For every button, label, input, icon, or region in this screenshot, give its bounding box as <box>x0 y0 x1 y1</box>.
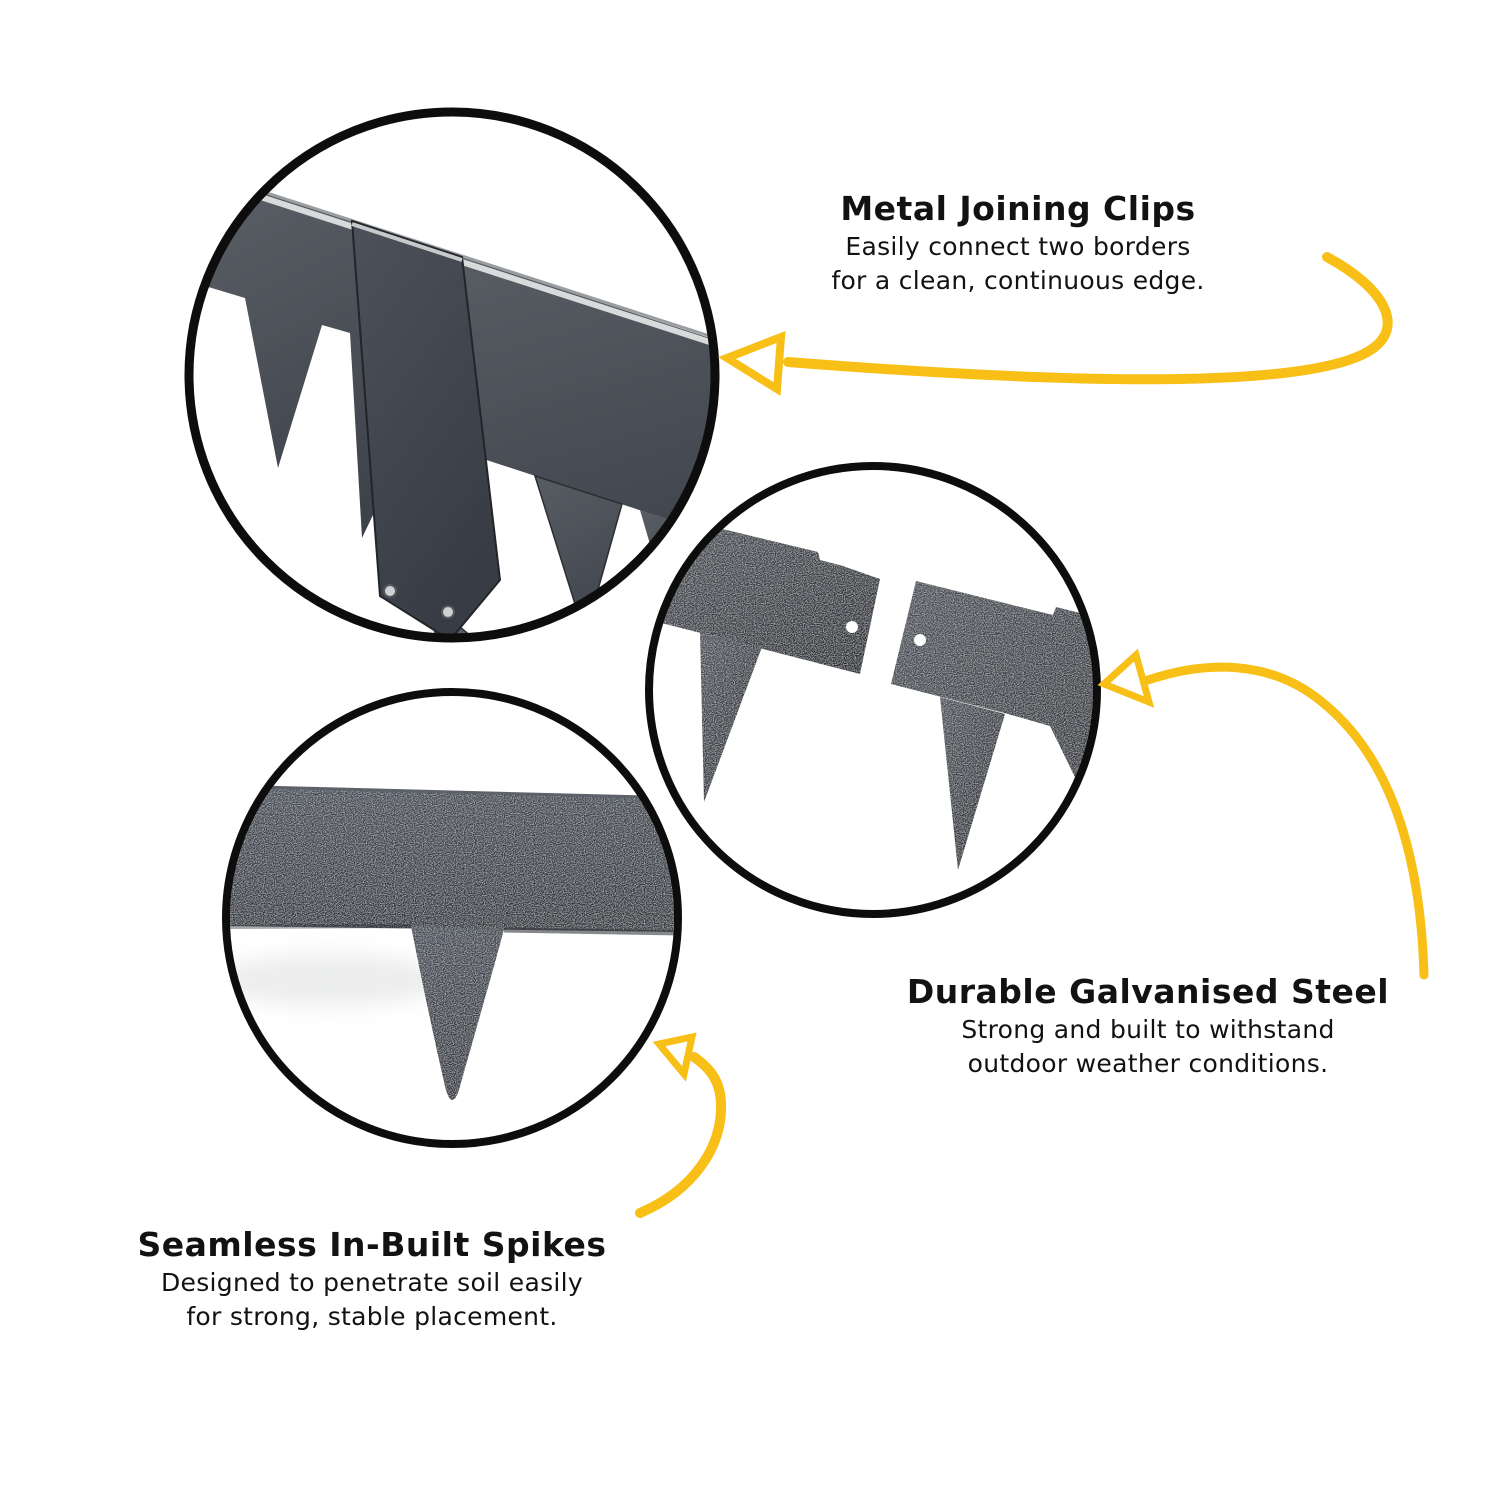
callout-galvanised-steel-line2: outdoor weather conditions. <box>967 1049 1329 1078</box>
galvanised-steel-photo <box>649 466 1135 914</box>
inbuilt-spike-photo <box>215 692 682 1144</box>
callout-joining-clips-title: Metal Joining Clips <box>840 189 1196 228</box>
inbuilt-spike <box>411 926 504 1100</box>
callout-joining-clips-line2: for a clean, continuous edge. <box>831 266 1205 295</box>
steel-arrowhead-icon <box>1104 655 1149 702</box>
clip-hole <box>914 634 926 646</box>
steel-arrow <box>1104 655 1424 975</box>
band-shadow-right <box>504 930 682 933</box>
steel-piece-left <box>650 512 880 674</box>
soft-shadow <box>215 954 445 1006</box>
spikes-arrow-shaft <box>640 1057 721 1213</box>
edging-band <box>222 786 682 932</box>
edging-right-spike <box>535 476 622 636</box>
steel-piece-right <box>891 581 1135 900</box>
rivet <box>384 585 396 597</box>
callout-galvanised-steel-title: Durable Galvanised Steel <box>906 972 1390 1011</box>
callout-galvanised-steel <box>798 971 1498 1081</box>
spikes-arrow <box>640 1037 721 1213</box>
steel-piece-left-spike <box>700 631 762 802</box>
callout-joining-clips-line1: Easily connect two borders <box>845 232 1191 261</box>
callout-inbuilt-spikes-line1: Designed to penetrate soil easily <box>160 1268 584 1297</box>
steel-piece-right-spike <box>940 697 1005 870</box>
steel-arrow-shaft <box>1148 667 1424 975</box>
band-shadow-left <box>222 926 411 927</box>
rivet <box>442 606 454 618</box>
callout-joining-clips <box>668 188 1368 298</box>
clip-hole <box>846 621 858 633</box>
callout-galvanised-steel-line1: Strong and built to withstand <box>961 1015 1335 1044</box>
clips-arrowhead-icon <box>727 337 781 389</box>
callout-inbuilt-spikes-title: Seamless In-Built Spikes <box>137 1225 607 1264</box>
callout-inbuilt-spikes-line2: for strong, stable placement. <box>186 1302 558 1331</box>
spikes-arrowhead-icon <box>659 1037 692 1074</box>
callout-inbuilt-spikes <box>22 1224 722 1334</box>
